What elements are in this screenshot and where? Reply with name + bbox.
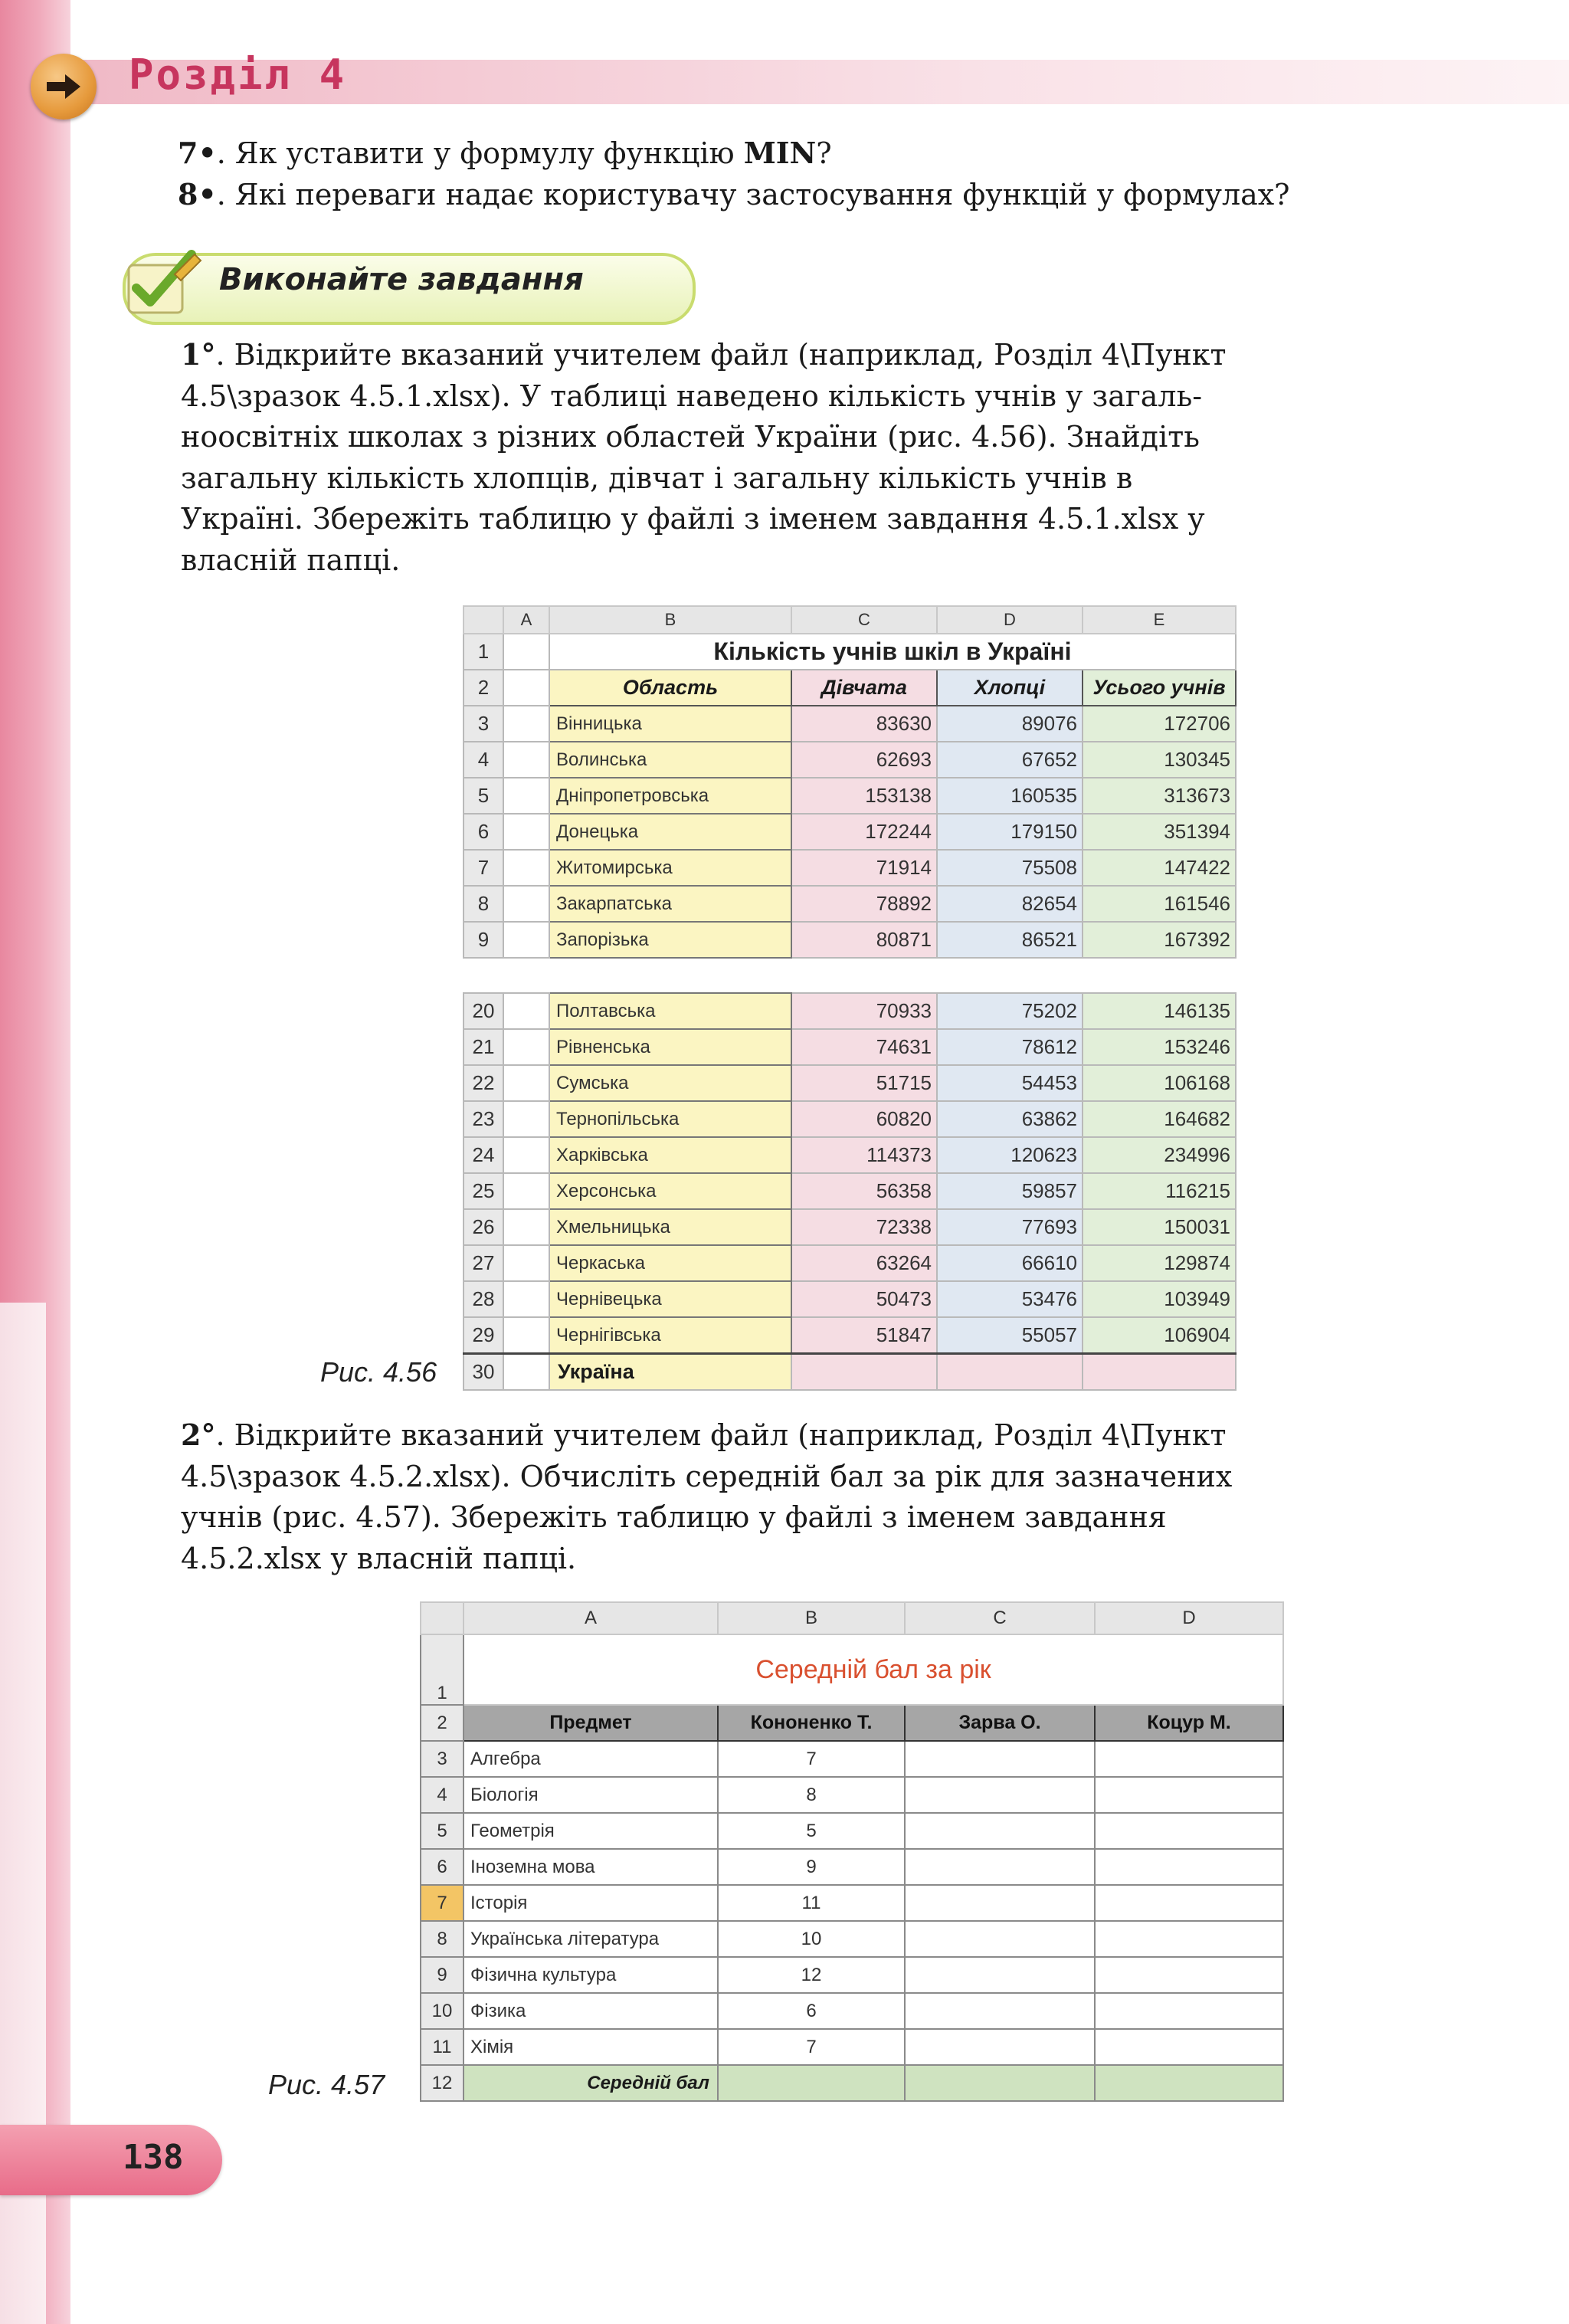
row-number[interactable]: 5 [421,1813,463,1849]
page-number: 138 [123,2138,184,2177]
table-row [463,1209,1236,1245]
subject-cell[interactable]: Біологія [463,1777,718,1813]
row-number[interactable]: 28 [463,1281,503,1317]
header-student[interactable]: Зарва О. [905,1705,1095,1741]
girls-cell[interactable]: 63264 [791,1245,937,1281]
grade-cell[interactable]: 11 [718,1885,905,1921]
header-region[interactable]: Область [549,670,791,706]
grade-cell[interactable]: 12 [718,1957,905,1993]
girls-cell[interactable]: 71914 [791,850,937,886]
table-row [463,1173,1236,1209]
region-cell[interactable]: Запорізька [549,922,791,958]
girls-cell[interactable]: 153138 [791,778,937,814]
total-cell[interactable]: 130345 [1083,742,1236,778]
column-header[interactable]: C [905,1602,1095,1634]
row-number[interactable]: 21 [463,1029,503,1065]
grade-cell[interactable] [905,1741,1095,1777]
task-2: 2°. Відкрийте вказаний учителем файл (наприклад, Розділ 4\Пункт 4.5\зразок 4.5.2.xlsx). Обчисліть середній бал за рік для зазначених учнів (рис. 4.57). Збережіть таблицю у файлі з іменем завдання 4.5.2.xlsx у власній папці. [181,1418,1233,1575]
row-number[interactable]: 4 [463,742,503,778]
cell[interactable] [503,850,549,886]
grade-cell[interactable] [905,1777,1095,1813]
average-cell[interactable] [905,2065,1095,2101]
question-7: 7•. Як уставити у формулу функцію MIN? [178,136,832,170]
average-label[interactable]: Середній бал [463,2065,718,2101]
boys-cell[interactable]: 179150 [937,814,1083,850]
region-cell[interactable]: Житомирська [549,850,791,886]
boys-cell[interactable]: 53476 [937,1281,1083,1317]
table-title[interactable]: Середній бал за рік [463,1634,1283,1705]
column-header[interactable]: B [718,1602,905,1634]
column-header[interactable]: E [1083,606,1236,634]
boys-cell[interactable]: 89076 [937,706,1083,742]
cell[interactable] [503,634,549,670]
table-row [463,742,1236,778]
grade-cell[interactable] [905,1957,1095,1993]
table-row [421,1777,1283,1813]
region-cell[interactable]: Хмельницька [549,1209,791,1245]
cell[interactable] [503,814,549,850]
region-cell[interactable]: Полтавська [549,993,791,1029]
subject-cell[interactable]: Українська література [463,1921,718,1957]
grade-cell[interactable] [905,1885,1095,1921]
girls-cell[interactable]: 56358 [791,1173,937,1209]
subject-cell[interactable]: Геометрія [463,1813,718,1849]
figure-caption-4-56: Рис. 4.56 [320,1356,437,1388]
boys-cell[interactable]: 75508 [937,850,1083,886]
table-row [463,1137,1236,1173]
row-number[interactable]: 8 [421,1921,463,1957]
total-cell[interactable]: 167392 [1083,922,1236,958]
average-cell[interactable] [718,2065,905,2101]
cell[interactable] [503,922,549,958]
cell[interactable] [503,706,549,742]
subject-cell[interactable]: Хімія [463,2029,718,2065]
region-cell[interactable]: Чернівецька [549,1281,791,1317]
row-number[interactable]: 22 [463,1065,503,1101]
total-cell[interactable]: 161546 [1083,886,1236,922]
chapter-title: Розділ 4 [129,51,347,99]
table-row [463,1065,1236,1101]
table-row [421,2029,1283,2065]
checkmark-pencil-icon [121,244,205,328]
total-cell[interactable]: 234996 [1083,1137,1236,1173]
total-cell[interactable]: 106904 [1083,1317,1236,1354]
cell[interactable] [503,742,549,778]
girls-cell[interactable]: 74631 [791,1029,937,1065]
column-header[interactable]: A [463,1602,718,1634]
table-row [421,1993,1283,2029]
grade-cell[interactable]: 6 [718,1993,905,2029]
region-cell[interactable]: Вінницька [549,706,791,742]
total-cell[interactable]: 116215 [1083,1173,1236,1209]
cell[interactable] [503,993,549,1029]
cell[interactable] [503,1281,549,1317]
region-cell[interactable]: Сумська [549,1065,791,1101]
row-number[interactable]: 7 [421,1885,463,1921]
column-header[interactable]: D [1095,1602,1283,1634]
header-boys[interactable]: Хлопці [937,670,1083,706]
task-1: 1°. Відкрийте вказаний учителем файл (наприклад, Розділ 4\Пункт 4.5\зразок 4.5.1.xlsx). У таблиці наведено кількість учнів у загаль- ноосвітніх школах з різних областей України (рис. 4.56). Знайдіть загальну кількість хлопців, дівчат і загальну кількість учнів в Україні. Збережіть таблицю у файлі з іменем завдання 4.5.1.xlsx у власній папці. [181,337,1227,577]
grade-cell[interactable] [1095,1993,1283,2029]
girls-cell[interactable]: 78892 [791,886,937,922]
grade-cell[interactable] [1095,1813,1283,1849]
row-number[interactable]: 8 [463,886,503,922]
row-number[interactable]: 23 [463,1101,503,1137]
row-number[interactable]: 24 [463,1137,503,1173]
grade-cell[interactable] [905,2029,1095,2065]
table-row [463,1245,1236,1281]
spreadsheet-fig-4-56 [463,605,1237,1391]
row-number[interactable]: 9 [463,922,503,958]
column-header[interactable]: A [503,606,549,634]
grade-cell[interactable]: 5 [718,1813,905,1849]
cell[interactable] [503,1065,549,1101]
table-row [421,1849,1283,1885]
total-cell[interactable]: 106168 [1083,1065,1236,1101]
boys-cell[interactable]: 120623 [937,1137,1083,1173]
grade-cell[interactable] [905,1921,1095,1957]
header-student[interactable]: Кононенко Т. [718,1705,905,1741]
table-row [421,1921,1283,1957]
table-row [463,814,1236,850]
row-number[interactable]: 7 [463,850,503,886]
grade-cell[interactable]: 10 [718,1921,905,1957]
boys-cell[interactable]: 77693 [937,1209,1083,1245]
total-boys-cell[interactable] [937,1354,1083,1391]
region-cell[interactable]: Закарпатська [549,886,791,922]
row-number[interactable]: 4 [421,1777,463,1813]
row-number[interactable]: 25 [463,1173,503,1209]
table-row [421,1741,1283,1777]
cell[interactable] [503,1245,549,1281]
cell[interactable] [503,670,549,706]
boys-cell[interactable]: 63862 [937,1101,1083,1137]
table-row [463,993,1236,1029]
arrow-right-icon [44,71,84,102]
region-cell[interactable]: Рівненська [549,1029,791,1065]
cell[interactable] [503,1137,549,1173]
table-row [421,1885,1283,1921]
column-header[interactable]: C [791,606,937,634]
subject-cell[interactable]: Фізична культура [463,1957,718,1993]
cell[interactable] [503,1209,549,1245]
grade-cell[interactable] [1095,1849,1283,1885]
girls-cell[interactable]: 51715 [791,1065,937,1101]
grade-cell[interactable] [1095,1777,1283,1813]
cell[interactable] [503,1029,549,1065]
row-number[interactable]: 26 [463,1209,503,1245]
boys-cell[interactable]: 82654 [937,886,1083,922]
grade-cell[interactable] [1095,1957,1283,1993]
table-title[interactable]: Кількість учнів шкіл в Україні [549,634,1236,670]
header-subject[interactable]: Предмет [463,1705,718,1741]
row-number[interactable]: 6 [463,814,503,850]
table-row [463,1317,1236,1354]
row-number[interactable]: 27 [463,1245,503,1281]
cell[interactable] [503,886,549,922]
total-cell[interactable]: 103949 [1083,1281,1236,1317]
girls-cell[interactable]: 50473 [791,1281,937,1317]
boys-cell[interactable]: 67652 [937,742,1083,778]
cell[interactable] [503,1173,549,1209]
question-8: 8•. Які переваги надає користувачу застосування функцій у формулах? [178,177,1290,211]
grade-cell[interactable] [1095,1921,1283,1957]
region-cell[interactable]: Донецька [549,814,791,850]
total-cell[interactable]: 172706 [1083,706,1236,742]
girls-cell[interactable]: 51847 [791,1317,937,1354]
girls-cell[interactable]: 83630 [791,706,937,742]
region-cell[interactable]: Херсонська [549,1173,791,1209]
subject-cell[interactable]: Фізика [463,1993,718,2029]
region-cell[interactable]: Чернігівська [549,1317,791,1354]
total-cell[interactable]: 153246 [1083,1029,1236,1065]
spreadsheet-fig-4-57 [420,1601,1284,2102]
grade-cell[interactable] [1095,1885,1283,1921]
boys-cell[interactable]: 59857 [937,1173,1083,1209]
row-number[interactable]: 9 [421,1957,463,1993]
total-cell[interactable]: 164682 [1083,1101,1236,1137]
page-number-badge [0,2125,222,2195]
grade-cell[interactable]: 8 [718,1777,905,1813]
row-number[interactable]: 6 [421,1849,463,1885]
average-cell[interactable] [1095,2065,1283,2101]
cell[interactable] [503,1354,549,1391]
grade-cell[interactable] [905,1813,1095,1849]
cell[interactable] [503,778,549,814]
table-row [463,778,1236,814]
row-number[interactable]: 2 [463,670,503,706]
girls-cell[interactable]: 114373 [791,1137,937,1173]
girls-cell[interactable]: 70933 [791,993,937,1029]
table-row [463,922,1236,958]
table-row [463,886,1236,922]
boys-cell[interactable]: 54453 [937,1065,1083,1101]
row-number[interactable]: 11 [421,2029,463,2065]
region-cell[interactable]: Черкаська [549,1245,791,1281]
total-cell[interactable]: 147422 [1083,850,1236,886]
header-total[interactable]: Усього учнів [1083,670,1236,706]
row-number[interactable]: 29 [463,1317,503,1354]
table-row [463,706,1236,742]
row-number[interactable]: 5 [463,778,503,814]
column-header[interactable]: D [937,606,1083,634]
table-row [463,1029,1236,1065]
select-all-corner[interactable] [421,1602,463,1634]
total-cell[interactable]: 313673 [1083,778,1236,814]
subject-cell[interactable]: Алгебра [463,1741,718,1777]
subject-cell[interactable]: Іноземна мова [463,1849,718,1885]
boys-cell[interactable]: 55057 [937,1317,1083,1354]
total-cell[interactable]: 146135 [1083,993,1236,1029]
row-number[interactable]: 30 [463,1354,503,1391]
total-cell[interactable]: 351394 [1083,814,1236,850]
table-row [421,1813,1283,1849]
girls-cell[interactable]: 60820 [791,1101,937,1137]
total-cell[interactable]: 150031 [1083,1209,1236,1245]
boys-cell[interactable]: 78612 [937,1029,1083,1065]
row-number[interactable]: 12 [421,2065,463,2101]
region-cell[interactable]: Тернопільська [549,1101,791,1137]
total-girls-cell[interactable] [791,1354,937,1391]
girls-cell[interactable]: 80871 [791,922,937,958]
table-row [463,1101,1236,1137]
cell[interactable] [503,1101,549,1137]
row-number[interactable]: 3 [463,706,503,742]
region-cell[interactable]: Харківська [549,1137,791,1173]
subject-cell[interactable]: Історія [463,1885,718,1921]
girls-cell[interactable]: 172244 [791,814,937,850]
total-label[interactable]: Україна [549,1354,791,1391]
row-number[interactable]: 1 [463,634,503,670]
boys-cell[interactable]: 66610 [937,1245,1083,1281]
girls-cell[interactable]: 62693 [791,742,937,778]
header-girls[interactable]: Дівчата [791,670,937,706]
grade-cell[interactable] [1095,2029,1283,2065]
table-row [463,1281,1236,1317]
boys-cell[interactable]: 75202 [937,993,1083,1029]
grade-cell[interactable]: 9 [718,1849,905,1885]
row-number[interactable]: 3 [421,1741,463,1777]
row-number[interactable]: 2 [421,1705,463,1741]
boys-cell[interactable]: 160535 [937,778,1083,814]
total-cell[interactable]: 129874 [1083,1245,1236,1281]
figure-caption-4-57: Рис. 4.57 [268,2069,385,2100]
grade-cell[interactable]: 7 [718,2029,905,2065]
grade-cell[interactable] [1095,1741,1283,1777]
row-number[interactable]: 10 [421,1993,463,2029]
chapter-badge [31,54,97,120]
boys-cell[interactable]: 86521 [937,922,1083,958]
task-banner-label: Виконайте завдання [219,262,584,297]
row-number[interactable]: 1 [421,1634,463,1705]
select-all-corner[interactable] [463,606,503,634]
cell[interactable] [503,1317,549,1354]
grade-cell[interactable] [905,1993,1095,2029]
row-number[interactable]: 20 [463,993,503,1029]
header-student[interactable]: Коцур М. [1095,1705,1283,1741]
column-header[interactable]: B [549,606,791,634]
region-cell[interactable]: Дніпропетровська [549,778,791,814]
table-row [463,850,1236,886]
total-all-cell[interactable] [1083,1354,1236,1391]
grade-cell[interactable]: 7 [718,1741,905,1777]
region-cell[interactable]: Волинська [549,742,791,778]
grade-cell[interactable] [905,1849,1095,1885]
girls-cell[interactable]: 72338 [791,1209,937,1245]
table-row [421,1957,1283,1993]
